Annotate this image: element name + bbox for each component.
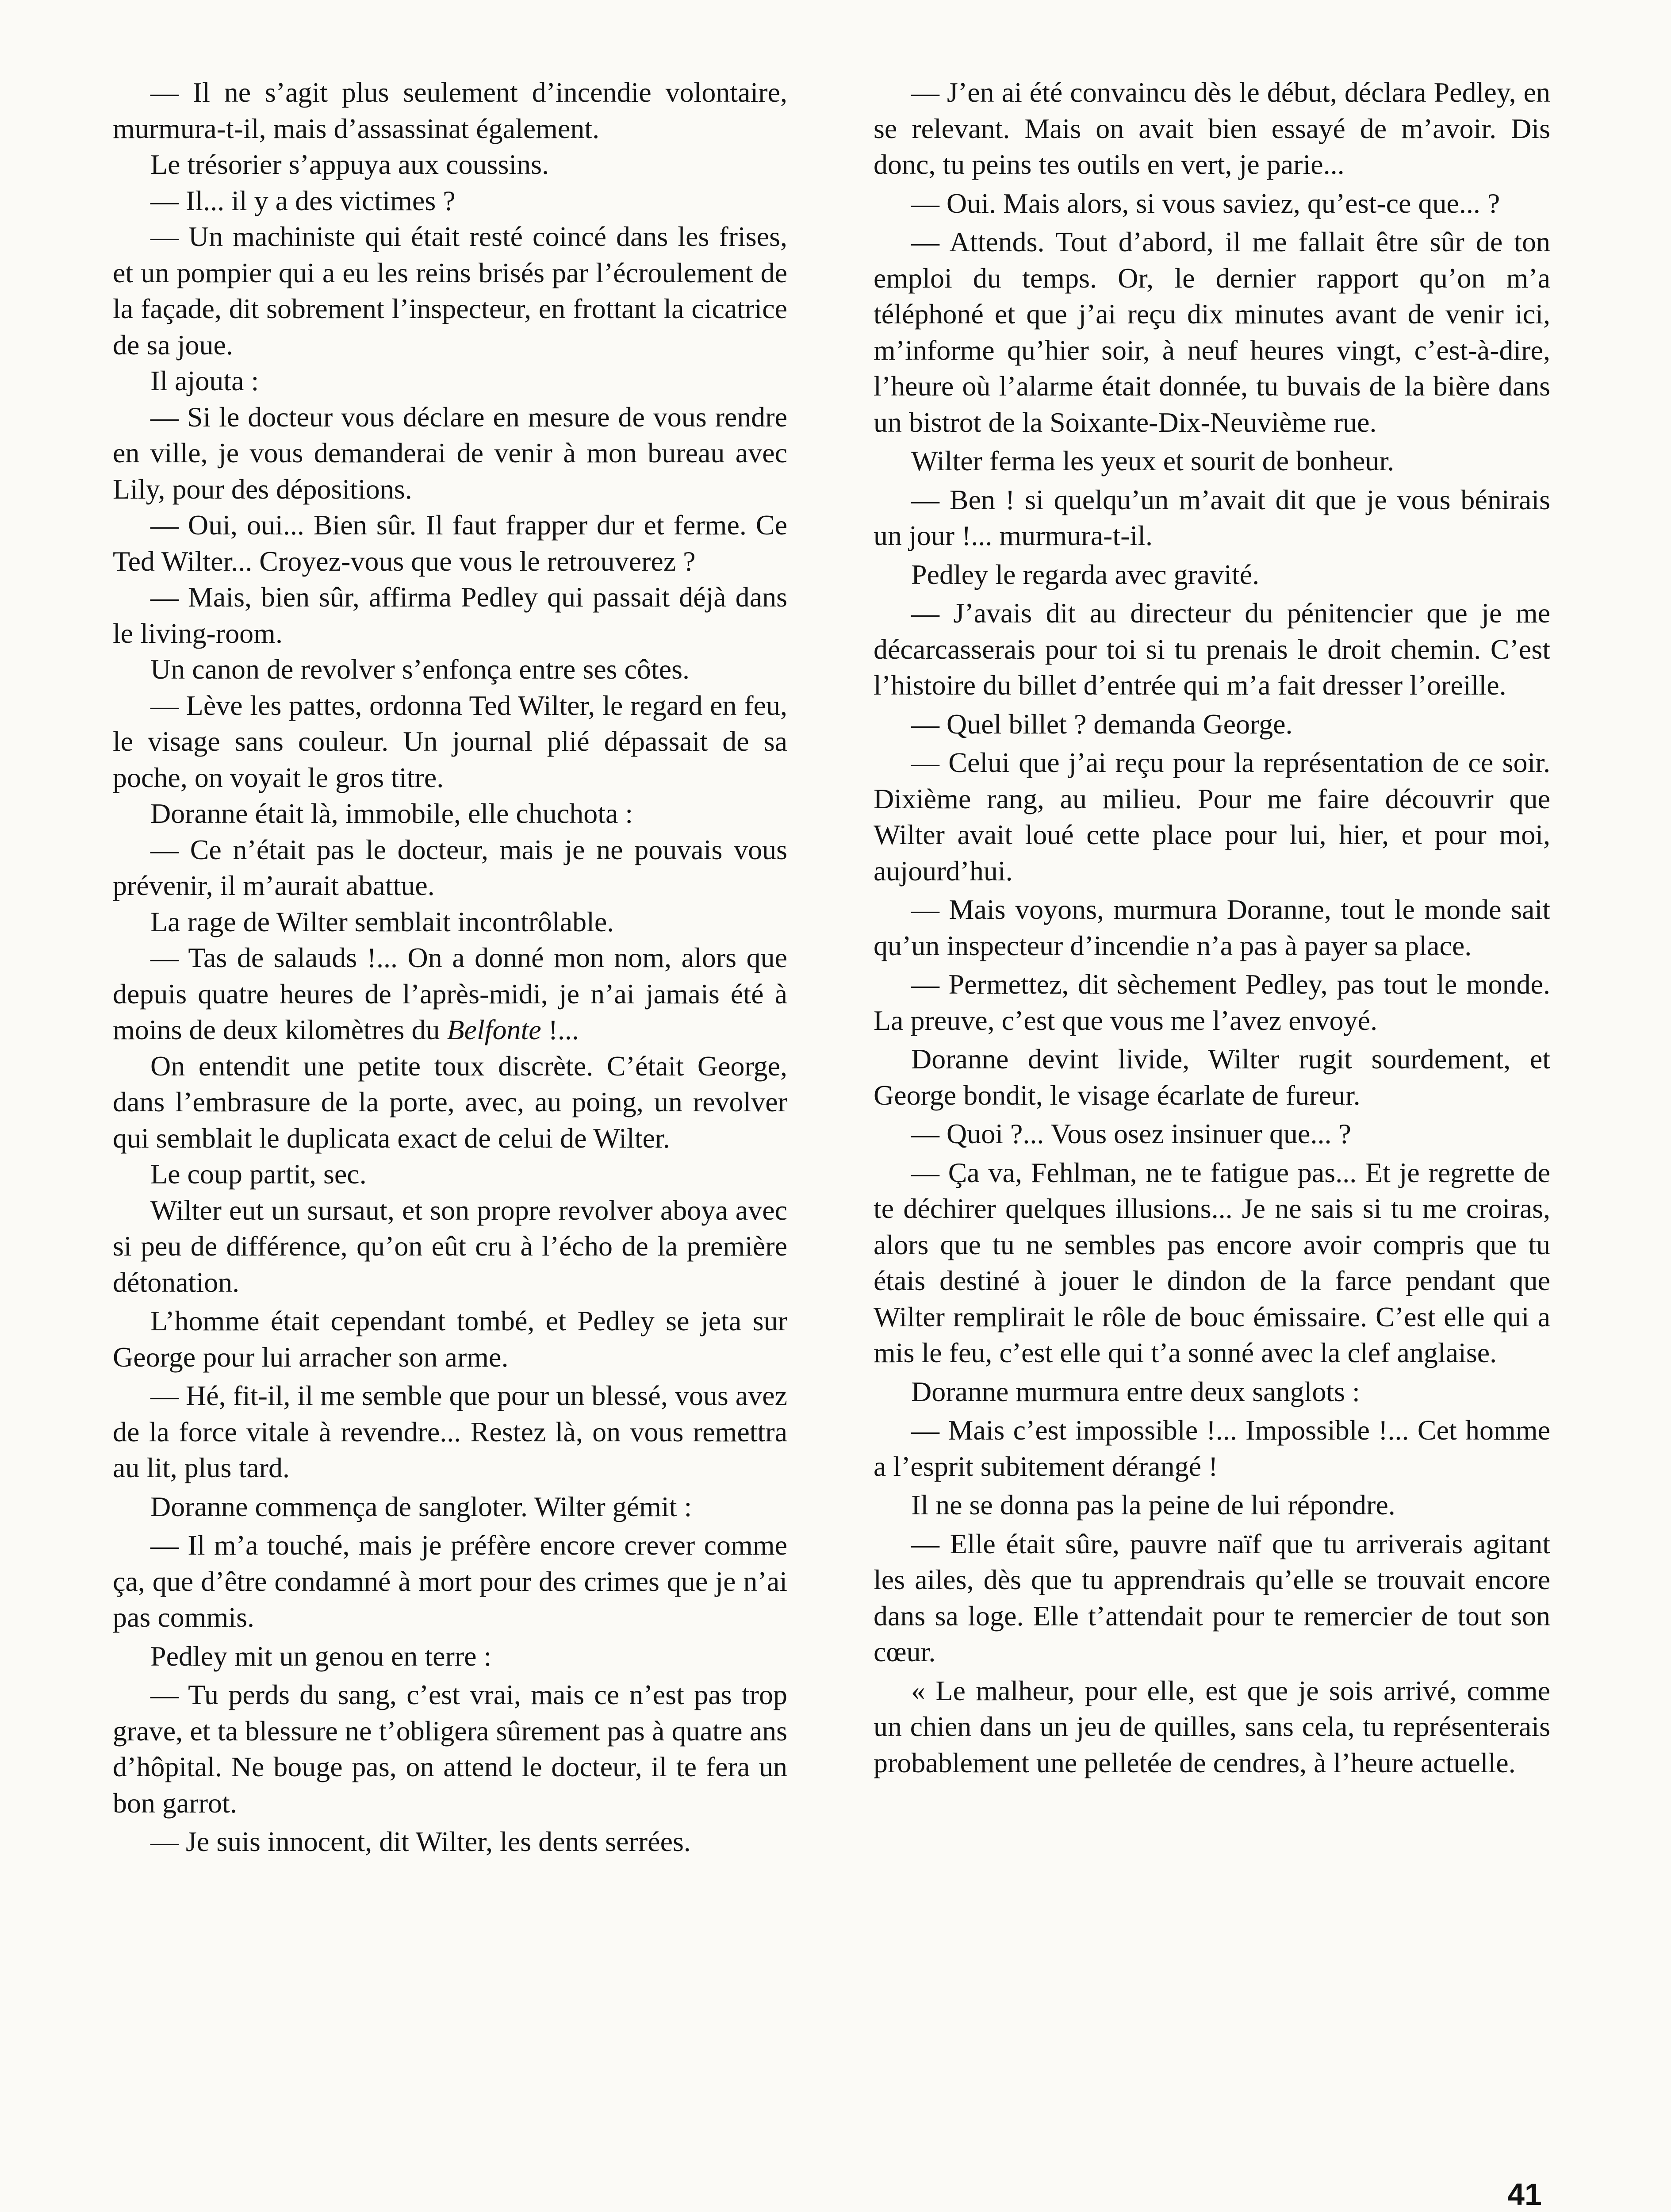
paragraph: L’homme était cependant tombé, et Pedley se jeta sur George pour lui arracher son arme. <box>113 1305 787 1373</box>
paragraph: Doranne murmura entre deux sanglots : <box>911 1375 1360 1407</box>
paragraph: — Quel billet ? demanda George. <box>911 708 1293 740</box>
paragraph: — Attends. Tout d’abord, il me fallait être sûr de ton emploi du temps. Or, le dernier rapport qu’on m’a téléphoné et que j’ai reçu dix minutes avant de venir ici, m’informe qu’hier soir, à neuf heures vingt, c’est-à-dire, l’heure où l’alarme était donnée, tu buvais de la bière dans un bistrot de la Soixante-Dix-Neuvième rue. <box>874 226 1550 438</box>
paragraph: — Tu perds du sang, c’est vrai, mais ce n’est pas trop grave, et ta blessure ne t’obligera sûrement pas à quatre ans d’hôpital. Ne bouge pas, on attend le docteur, il te fera un bon garrot. <box>113 1679 787 1819</box>
paragraph: — Oui. Mais alors, si vous saviez, qu’est-ce que... ? <box>911 187 1500 219</box>
paragraph: — Je suis innocent, dit Wilter, les dents serrées. <box>150 1826 691 1857</box>
paragraph: — Ça va, Fehlman, ne te fatigue pas... Et je regrette de te déchirer quelques illusions... Je ne sais si tu me croiras, alors que tu ne sembles pas encore avoir compris que tu étais destiné à jouer le dindon de la farce pendant que Wilter remplirait le rôle de bouc émissaire. C’est elle qui a mis le feu, c’est elle qui t’a sonné avec la clef anglaise. <box>874 1156 1550 1368</box>
paragraph: — Elle était sûre, pauvre naïf que tu arriverais agitant les ailes, dès que tu apprendrais qu’elle se trouvait encore dans sa loge. Elle t’attendait pour te remercier de tout son cœur. <box>874 1528 1550 1667</box>
paragraph: — Mais c’est impossible !... Impossible !... Cet homme a l’esprit subitement dérangé ! <box>874 1414 1550 1482</box>
paragraph: La rage de Wilter semblait incontrôlable. <box>150 906 614 937</box>
theatre-name: Belfonte <box>447 1014 541 1045</box>
paragraph: « Le malheur, pour elle, est que je sois arrivé, comme un chien dans un jeu de quilles, sans cela, tu représenterais probablement une pelletée de cendres, à l’heure actuelle. <box>874 1674 1550 1778</box>
paragraph: — Permettez, dit sèchement Pedley, pas tout le monde. La preuve, c’est que vous me l’avez envoyé. <box>874 968 1550 1036</box>
paragraph: Un canon de revolver s’enfonça entre ses côtes. <box>150 653 690 685</box>
paragraph: — Lève les pattes, ordonna Ted Wilter, le regard en feu, le visage sans couleur. Un journal plié dépassait de sa poche, on voyait le gros titre. <box>113 689 787 793</box>
paragraph: — Quoi ?... Vous osez insinuer que... ? <box>911 1118 1351 1149</box>
paragraph: — Mais, bien sûr, affirma Pedley qui passait déjà dans le living-room. <box>113 581 787 649</box>
paragraph: — Il m’a touché, mais je préfère encore crever comme ça, que d’être condamné à mort pour des crimes que je n’ai pas commis. <box>113 1529 787 1633</box>
paragraph: — Mais voyons, murmura Doranne, tout le monde sait qu’un inspecteur d’incendie n’a pas à payer sa place. <box>874 894 1550 961</box>
paragraph: — Ben ! si quelqu’un m’avait dit que je vous bénirais un jour !... murmura-t-il. <box>874 484 1550 551</box>
paragraph: — Oui, oui... Bien sûr. Il faut frapper dur et ferme. Ce Ted Wilter... Croyez-vous que vous le retrouverez ? <box>113 509 787 577</box>
paragraph: — Celui que j’ai reçu pour la représentation de ce soir. Dixième rang, au milieu. Pour me faire découvrir que Wilter avait loué cette place pour lui, hier, et pour moi, aujourd’hui. <box>874 747 1550 887</box>
paragraph: Pedley mit un genou en terre : <box>150 1640 492 1672</box>
paragraph: On entendit une petite toux discrète. C’était George, dans l’embrasure de la porte, avec, au poing, un revolver qui semblait le duplicata exact de celui de Wilter. <box>113 1050 787 1154</box>
paragraph: Il ajouta : <box>150 365 259 396</box>
paragraph: — J’avais dit au directeur du pénitencier que je me décarcasserais pour toi si tu prenais le droit chemin. C’est l’histoire du billet d’entrée qui m’a fait dresser l’oreille. <box>874 597 1550 701</box>
right-text-column <box>874 74 1550 1781</box>
paragraph: Le coup partit, sec. <box>150 1158 367 1190</box>
paragraph-ending: !... <box>548 1014 579 1045</box>
paragraph: Il ne se donna pas la peine de lui répondre. <box>911 1489 1395 1521</box>
paragraph: — Ce n’était pas le docteur, mais je ne pouvais vous prévenir, il m’aurait abattue. <box>113 833 787 901</box>
paragraph: — Il ne s’agit plus seulement d’incendie volontaire, murmura-t-il, mais d’assassinat également. <box>113 77 787 144</box>
left-text-column <box>113 74 787 1860</box>
paragraph: Wilter ferma les yeux et sourit de bonheur. <box>911 445 1395 476</box>
paragraph: — J’en ai été convaincu dès le début, déclara Pedley, en se relevant. Mais on avait bien essayé de m’avoir. Dis donc, tu peins tes outils en vert, je parie... <box>874 77 1550 180</box>
paragraph: Doranne commença de sangloter. Wilter gémit : <box>150 1490 692 1522</box>
paragraph-with-theatre-name <box>113 940 787 1048</box>
page-number: 41 <box>1507 2177 1542 2212</box>
paragraph: Pedley le regarda avec gravité. <box>911 558 1260 590</box>
paragraph: — Si le docteur vous déclare en mesure de vous rendre en ville, je vous demanderai de venir à mon bureau avec Lily, pour des dépositions. <box>113 401 787 505</box>
paragraph: Wilter eut un sursaut, et son propre revolver aboya avec si peu de différence, qu’on eût cru à l’écho de la première détonation. <box>113 1194 787 1298</box>
paragraph: Doranne était là, immobile, elle chuchota : <box>150 798 633 829</box>
paragraph: — Il... il y a des victimes ? <box>150 184 456 216</box>
paragraph: Le trésorier s’appuya aux coussins. <box>150 149 549 180</box>
paragraph: — Hé, fit-il, il me semble que pour un blessé, vous avez de la force vitale à revendre... Restez là, on vous remettra au lit, plus tard. <box>113 1380 787 1483</box>
paragraph: — Un machiniste qui était resté coincé dans les frises, et un pompier qui a eu les reins brisés par l’écroulement de la façade, dit sobrement l’inspecteur, en frottant la cicatrice de sa joue. <box>113 221 787 361</box>
paragraph: Doranne devint livide, Wilter rugit sourdement, et George bondit, le visage écarlate de fureur. <box>874 1043 1550 1111</box>
paragraph-text: — Tas de salauds !... On a donné mon nom, alors que depuis quatre heures de l’après-midi, je n’ai jamais été à moins de deux kilomètres du <box>113 942 787 1045</box>
